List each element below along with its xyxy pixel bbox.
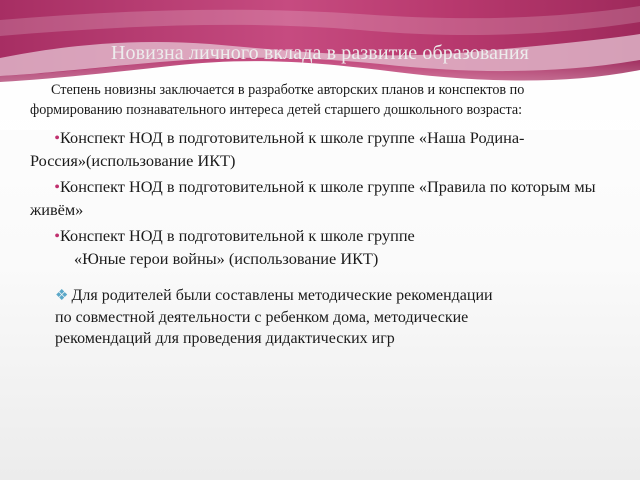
rec-line-1: [55, 285, 615, 307]
intro-paragraph: [30, 80, 630, 120]
bullet-text: Конспект НОД в подготовительной к школе группе «Правила по которым мы живём»: [30, 177, 596, 219]
bullet-marker: •: [54, 226, 60, 245]
bullet-text: Конспект НОД в подготовительной к школе группе «Наша Родина-Россия»(использование ИКТ): [30, 128, 525, 170]
rec-line-1-text: Для родителей были составлены методические рекомендации: [71, 287, 493, 304]
diamond-bullet-icon: ❖: [55, 288, 69, 304]
rec-line-3: рекомендаций для проведения дидактических игр: [55, 330, 395, 347]
list-item: [30, 126, 630, 172]
bullet-marker: •: [54, 128, 60, 147]
bullet-marker: •: [54, 177, 60, 196]
recommendations-block: [55, 285, 615, 349]
rec-line-2: по совместной деятельности с ребенком дома, методические: [55, 309, 469, 326]
bullet-text: Конспект НОД в подготовительной к школе группе: [60, 226, 415, 245]
slide-title: Новизна личного вклада в развитие образования: [111, 42, 529, 64]
bullet-continuation: «Юные герои войны» (использование ИКТ): [74, 249, 379, 268]
intro-line-2: формированию познавательного интереса детей старшего дошкольного возраста:: [30, 102, 523, 118]
intro-line-1: [30, 80, 630, 100]
intro-line-1-text: Степень новизны заключается в разработке авторских планов и конспектов по: [51, 82, 525, 98]
list-item: [30, 224, 630, 270]
bullet-list: [30, 126, 630, 273]
list-item: [30, 175, 630, 221]
